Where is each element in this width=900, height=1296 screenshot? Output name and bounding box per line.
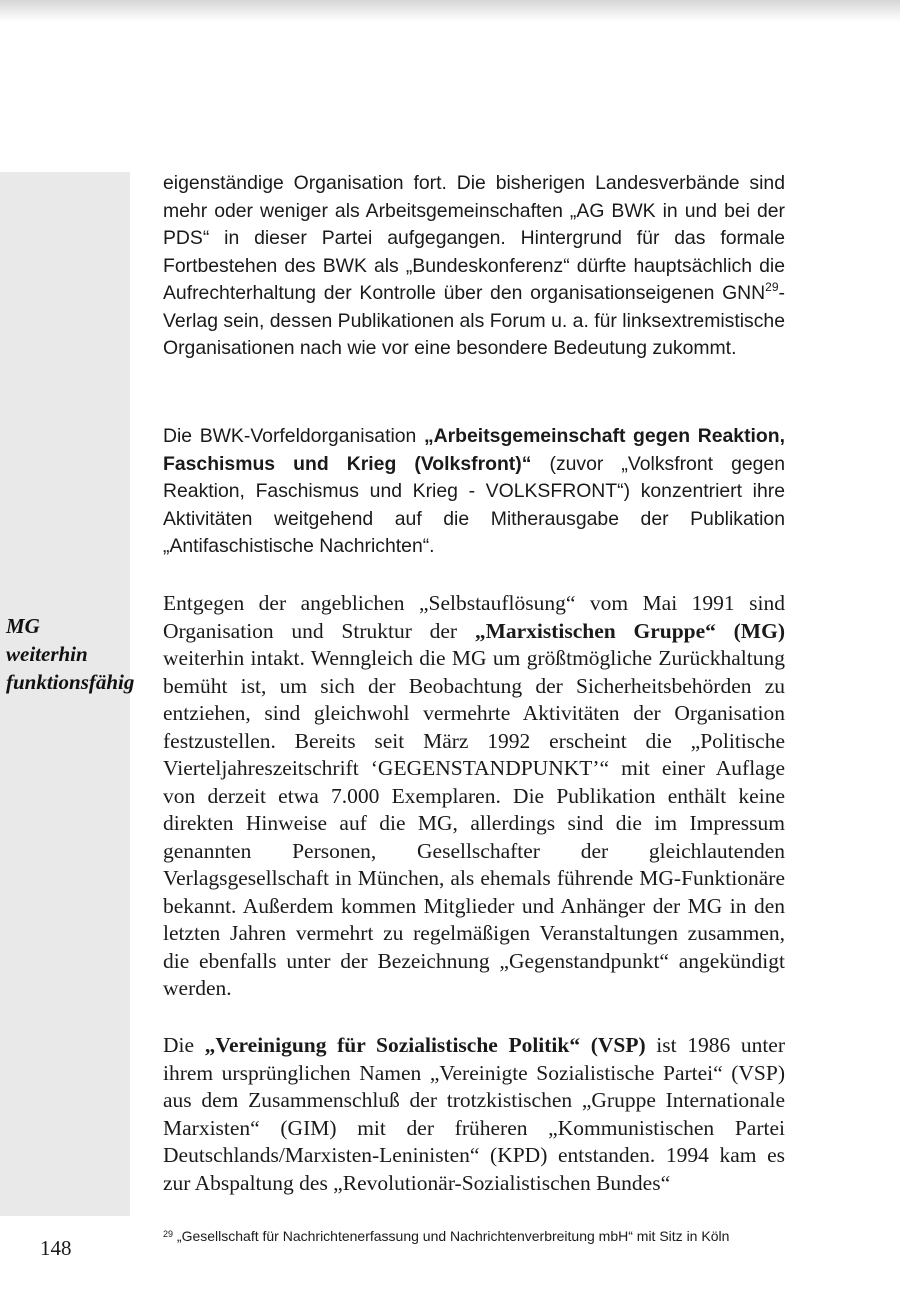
paragraph-volksfront — [163, 423, 785, 561]
paragraph-volksfront-text-b: (zuvor „Volksfront gegen Reaktion, Faschismus und Krieg - VOLKSFRONT“) konzentriert ihre Aktivitäten weitgehend auf die Mitherausgabe der Publikation „Antifaschistische Nachrichten“. — [163, 452, 785, 557]
paragraph-bwk — [163, 170, 785, 363]
paragraph-vsp-bold: „Vereinigung für Sozialistische Politik“ (VSP) — [204, 1033, 646, 1057]
paragraph-volksfront-text-a: Die BWK-Vorfeldorganisation — [163, 425, 424, 447]
paragraph-mg — [163, 590, 785, 1003]
paragraph-vsp — [163, 1032, 785, 1197]
page-number: 148 — [40, 1236, 72, 1260]
footnote-reference: 29 — [765, 279, 779, 294]
scan-edge-shadow — [0, 0, 900, 22]
paragraph-bwk-text-b: -Verlag sein, dessen Publikationen als Forum u. a. für linksextremistische Organisationen nach wie vor eine besondere Bedeutung zukommt. — [163, 282, 785, 359]
paragraph-vsp-text-a: Die — [163, 1033, 205, 1057]
footnote-text: „Gesellschaft für Nachrichtenerfassung und Nachrichtenverbreitung mbH“ mit Sitz in Köln — [176, 1228, 730, 1244]
paragraph-mg-bold: „Marxistischen Gruppe“ (MG) — [474, 618, 785, 643]
paragraph-bwk-text-a: eigenständige Organisation fort. Die bisherigen Landesverbände sind mehr oder weniger als Arbeitsgemeinschaften „AG BWK in und bei der PDS“ in dieser Partei aufgegangen. Hintergrund für das formale Fortbestehen des BWK als „Bundeskonferenz“ dürfte hauptsächlich die Aufrechterhaltung der Kontrolle über den organisationseigenen GNN — [163, 172, 785, 304]
paragraph-mg-text-a: Entgegen der angeblichen „Selbstauflösung“ vom Mai 1991 sind Organisation und Struktur der — [163, 591, 785, 643]
footnote-number: 29 — [163, 1229, 174, 1239]
margin-note: MG weiterhin funktionsfähig — [6, 614, 135, 694]
footnote — [163, 1228, 785, 1245]
paragraph-volksfront-bold: „Arbeitsgemeinschaft gegen Reaktion, Faschismus und Krieg (Volksfront)“ — [163, 425, 786, 475]
paragraph-mg-text-b: weiterhin intakt. Wenngleich die MG um größtmögliche Zurückhaltung bemüht ist, um sich der Beobachtung der Sicherheitsbehörden zu entziehen, sind gleichwohl vermehrte Aktivitäten der Organisation festzustellen. Bereits seit März 1992 erscheint die „Politische Vierteljahreszeitschrift ‘GEGENSTANDPUNKT’“ mit einer Auflage von derzeit etwa 7.000 Exemplaren. Die Publikation enthält keine direkten Hinweise auf die MG, allerdings sind die im Impressum genannten Personen, Gesellschafter der gleichlautenden Verlagsgesellschaft in München, als ehemals führende MG-Funktionäre bekannt. Außerdem kommen Mitglieder und Anhänger der MG in den letzten Jahren vermehrt zu regelmäßigen Veranstaltungen zusammen, die ebenfalls unter der Bezeichnung „Gegenstandpunkt“ angekündigt werden. — [163, 646, 785, 1000]
paragraph-vsp-text-b: ist 1986 unter ihrem ursprünglichen Namen „Vereinigte Sozialistische Partei“ (VSP) aus dem Zusammenschluß der trotzkistischen „Gruppe Internationale Marxisten“ (GIM) mit der früheren „Kommunistischen Partei Deutschlands/Marxisten-Leninisten“ (KPD) entstanden. 1994 kam es zur Abspaltung des „Revolutionär-Sozialistischen Bundes“ — [163, 1033, 785, 1195]
